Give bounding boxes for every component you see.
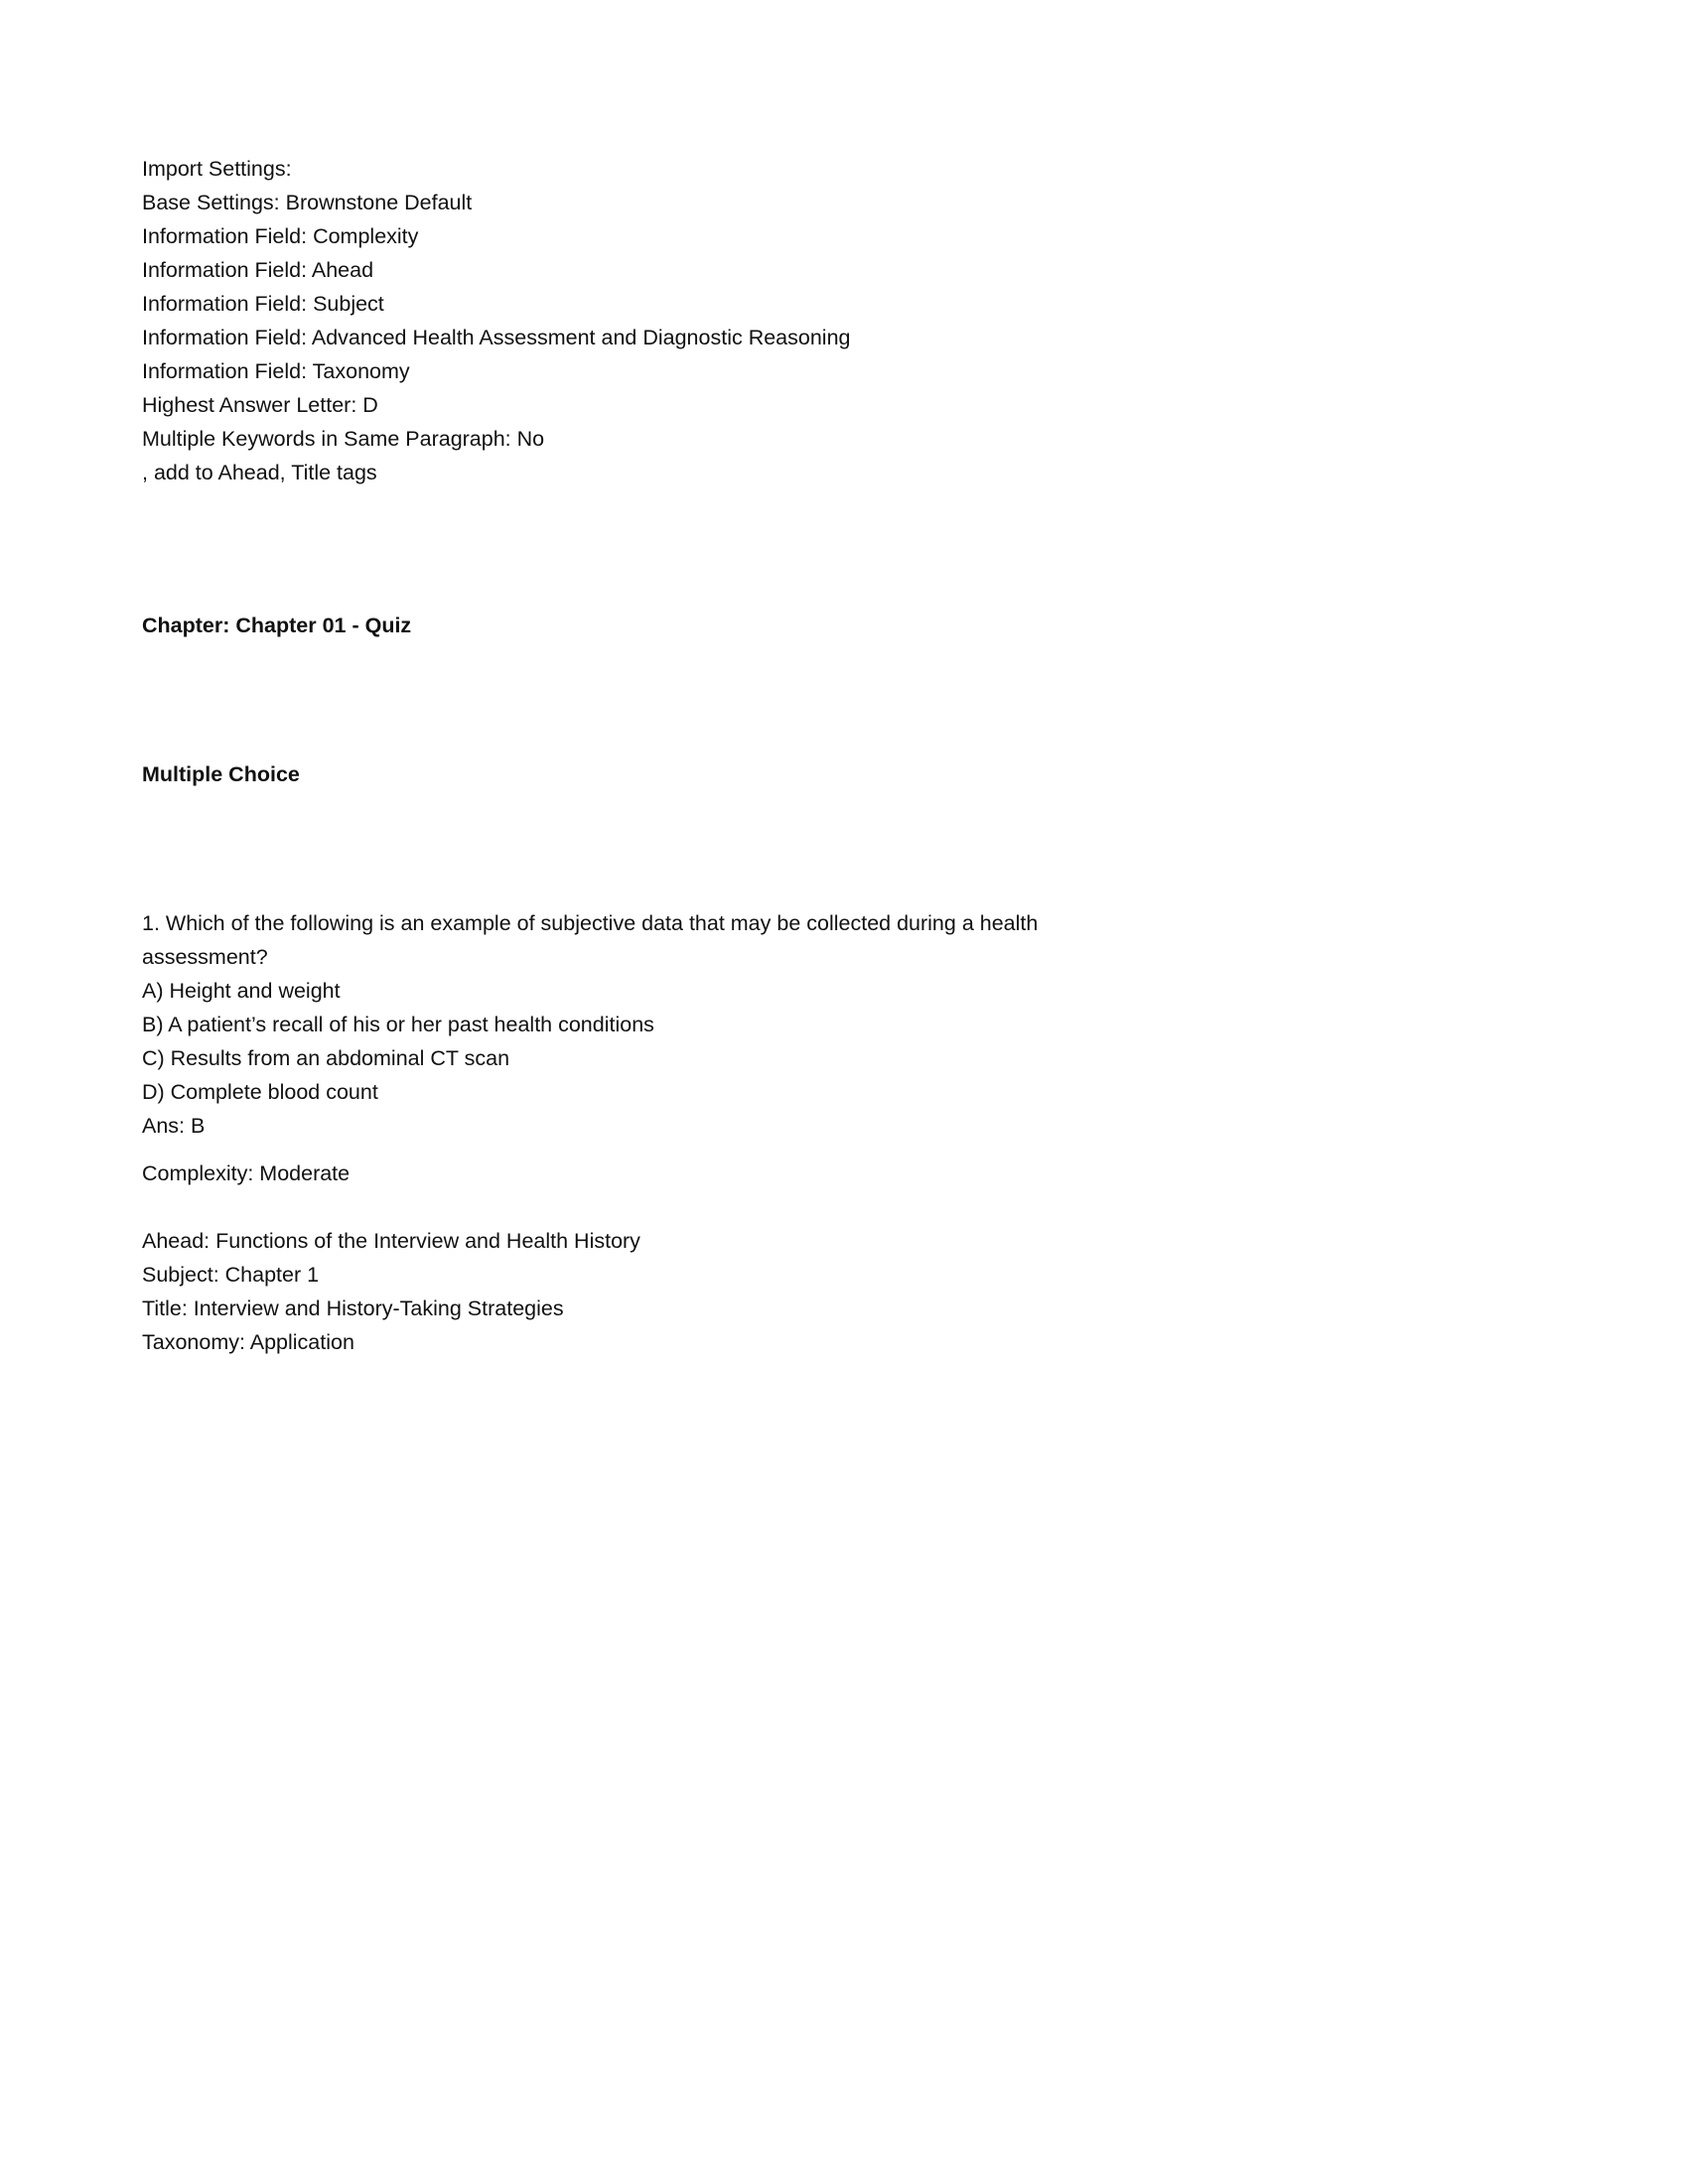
settings-line: Import Settings: xyxy=(142,157,292,181)
question-stem-line: assessment? xyxy=(142,945,268,969)
chapter-heading xyxy=(142,609,1529,642)
settings-line: Information Field: Taxonomy xyxy=(142,359,410,383)
section-heading xyxy=(142,757,1529,791)
metadata-block xyxy=(142,1224,1529,1359)
choice-c: C) Results from an abdominal CT scan xyxy=(142,1046,510,1070)
question-stem-line: 1. Which of the following is an example of subjective data that may be collected during a health xyxy=(142,911,1039,935)
chapter-heading-text: Chapter: Chapter 01 - Quiz xyxy=(142,614,412,637)
settings-line: Highest Answer Letter: D xyxy=(142,393,378,417)
settings-line: Multiple Keywords in Same Paragraph: No xyxy=(142,427,545,451)
document-content xyxy=(142,0,1529,1359)
metadata-line: Ahead: Functions of the Interview and Health History xyxy=(142,1229,640,1253)
import-settings-block xyxy=(142,152,1529,489)
choice-a: A) Height and weight xyxy=(142,979,341,1003)
settings-line: Base Settings: Brownstone Default xyxy=(142,191,473,214)
question-block xyxy=(142,906,1529,1143)
metadata-line: Title: Interview and History-Taking Strategies xyxy=(142,1297,564,1320)
settings-line: , add to Ahead, Title tags xyxy=(142,461,377,484)
choice-b: B) A patient’s recall of his or her past health conditions xyxy=(142,1013,654,1036)
complexity-block xyxy=(142,1157,1529,1190)
complexity-line: Complexity: Moderate xyxy=(142,1161,351,1185)
settings-line: Information Field: Ahead xyxy=(142,258,374,282)
metadata-line: Subject: Chapter 1 xyxy=(142,1263,320,1287)
settings-line: Information Field: Complexity xyxy=(142,224,419,248)
metadata-line: Taxonomy: Application xyxy=(142,1330,354,1354)
answer-line: Ans: B xyxy=(142,1114,206,1138)
section-heading-text: Multiple Choice xyxy=(142,762,300,786)
choice-d: D) Complete blood count xyxy=(142,1080,378,1104)
settings-line: Information Field: Advanced Health Assessment and Diagnostic Reasoning xyxy=(142,326,851,349)
settings-line: Information Field: Subject xyxy=(142,292,384,316)
